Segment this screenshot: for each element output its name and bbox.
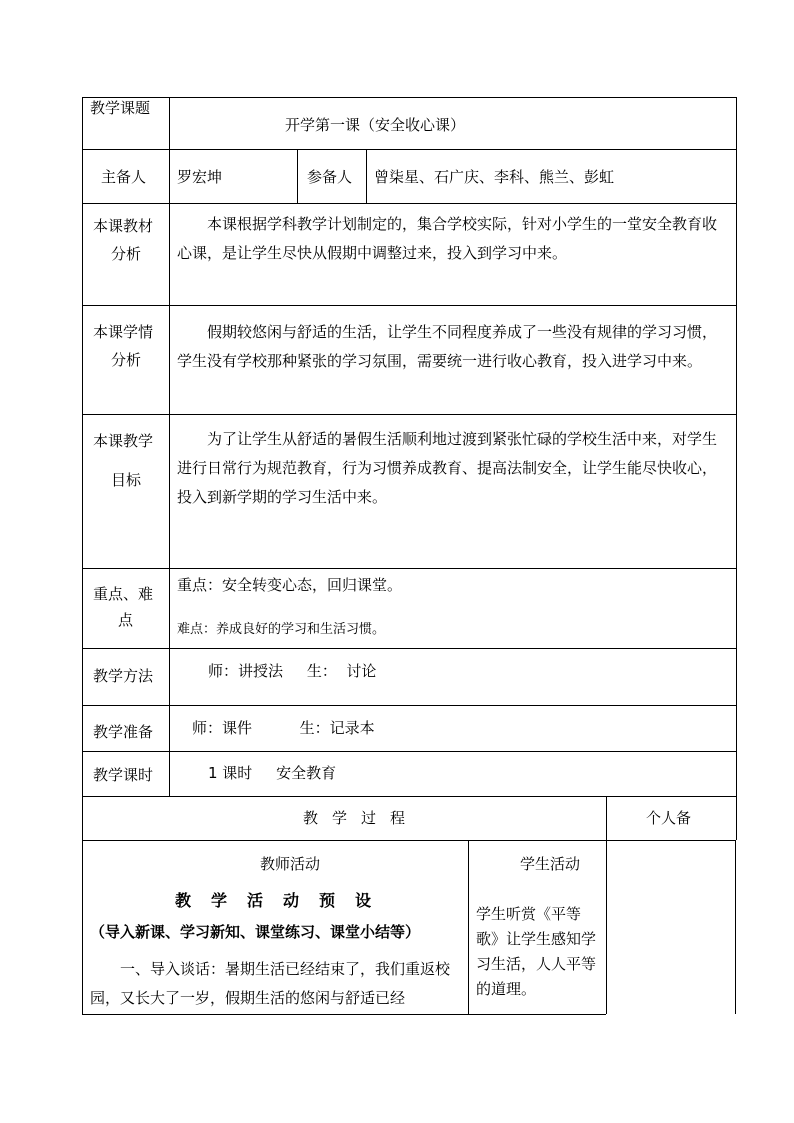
material-label-line2: 分析 <box>111 245 142 263</box>
row-border <box>82 203 736 204</box>
col-border <box>82 97 83 1014</box>
col-border <box>297 149 298 203</box>
goal-label-line1: 本课教学 <box>93 432 154 450</box>
row-border <box>82 414 736 415</box>
prep-label: 教学准备 <box>93 723 154 741</box>
method-text: 师：讲授法 生： 讨论 <box>208 662 377 680</box>
row-border <box>82 648 736 649</box>
student-text: 假期较悠闲与舒适的生活，让学生不同程度养成了一些没有规律的学习习惯，学生没有学校那种紧张的学习氛围，需要统一进行收心教育，投入进学习中来。 <box>177 323 718 370</box>
lead-value: 罗宏坤 <box>177 168 223 186</box>
process-header: 教学过程 <box>303 809 420 827</box>
student-activity-text: 学生听赏《平等歌》让学生感知学习生活，人人平等的道理。 <box>476 905 597 998</box>
row-border <box>82 705 736 706</box>
method-label: 教学方法 <box>93 667 154 685</box>
row-border <box>82 97 736 98</box>
row-border <box>82 568 736 569</box>
student-label-line1: 本课学情 <box>93 323 154 341</box>
intro-text: 一、导入谈话：暑期生活已经结束了，我们重返校园，又长大了一岁，假期生活的悠闲与舒适已经 <box>90 960 451 1007</box>
co-value: 曾柒星、石广庆、李科、熊兰、彭虹 <box>374 168 615 186</box>
keypoint-label-line1: 重点、难 <box>93 585 154 603</box>
lead-label: 主备人 <box>101 168 147 186</box>
hours-label: 教学课时 <box>93 766 154 784</box>
topic-value: 开学第一课（安全收心课） <box>285 116 466 134</box>
prep-text: 师：课件 生：记录本 <box>192 719 375 737</box>
col-border <box>606 796 607 1014</box>
col-border <box>169 97 170 796</box>
row-border <box>82 840 736 841</box>
teacher-activity-header: 教师活动 <box>260 855 321 873</box>
goal-text: 为了让学生从舒适的暑假生活顺利地过渡到紧张忙碌的学校生活中来，对学生进行日常行为规范教育，行为习惯养成教育、提高法制安全，让学生能尽快收心，投入到新学期的学习生活中来。 <box>177 430 718 506</box>
student-label-line2: 分析 <box>111 351 142 369</box>
row-border <box>82 751 736 752</box>
keypoint-text: 重点：安全转变心态，回归课堂。 <box>177 576 403 594</box>
row-border <box>82 305 736 306</box>
col-border <box>736 97 737 840</box>
keypoint-label-line2: 点 <box>118 611 134 629</box>
col-border <box>366 149 367 203</box>
co-label: 参备人 <box>307 168 353 186</box>
student-activity-header: 学生活动 <box>520 855 581 873</box>
personal-header: 个人备 <box>646 809 692 827</box>
col-border <box>735 840 736 1014</box>
row-border <box>82 149 736 150</box>
row-border <box>82 796 736 797</box>
goal-label-line2: 目标 <box>111 471 142 489</box>
material-label-line1: 本课教材 <box>93 217 154 235</box>
preset-title: 教学活动预设 <box>175 891 392 910</box>
col-border <box>468 840 469 1014</box>
preset-subtitle: （导入新课、学习新知、课堂练习、课堂小结等） <box>90 923 421 941</box>
row-border <box>82 1014 606 1015</box>
material-text: 本课根据学科教学计划制定的，集合学校实际，针对小学生的一堂安全教育收心课，是让学生尽快从假期中调整过来，投入到学习中来。 <box>177 215 718 262</box>
hours-text: 1 课时 安全教育 <box>208 764 337 782</box>
difficulty-text: 难点：养成良好的学习和生活习惯。 <box>177 622 386 637</box>
topic-label: 教学课题 <box>90 99 151 117</box>
